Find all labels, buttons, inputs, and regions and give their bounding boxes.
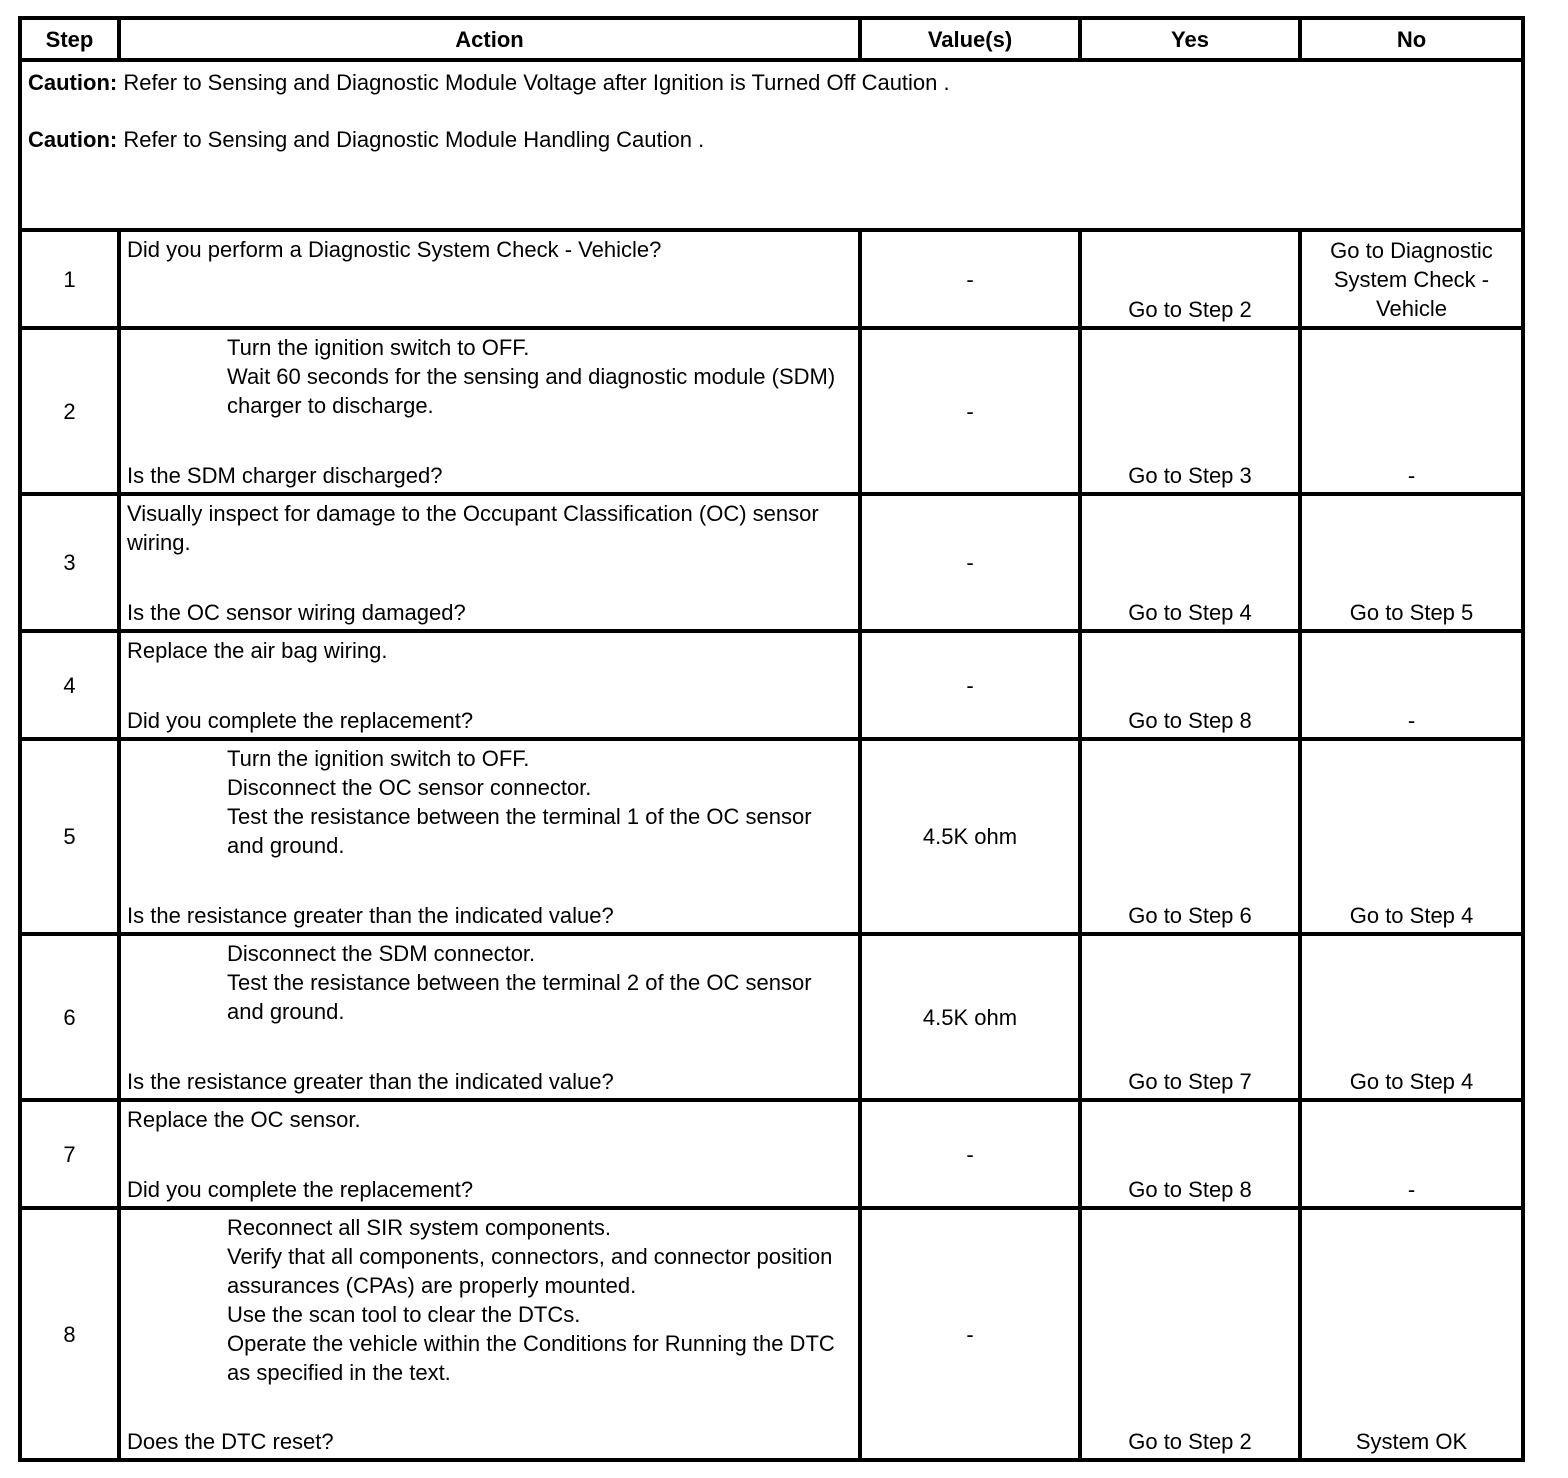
step-row-8 [20,1208,1523,1460]
instruction-line: Operate the vehicle within the Conditions for Running the DTC as specified in the text. [227,1331,835,1385]
step-row-6 [20,934,1523,1100]
step-row-5 [20,739,1523,934]
step-yes: Go to Step 2 [1080,230,1300,328]
step-action [119,494,860,631]
header-no: No [1300,18,1523,60]
header-values: Value(s) [860,18,1080,60]
instruction-line: Disconnect the OC sensor connector. [227,775,592,800]
action-intro: Replace the OC sensor. [127,1107,361,1132]
step-row-3 [20,494,1523,631]
step-value: - [860,631,1080,739]
caution-1-text: Refer to Sensing and Diagnostic Module Voltage after Ignition is Turned Off Caution . [117,70,950,95]
action-top [127,636,852,665]
step-action [119,631,860,739]
caution-1-label: Caution: [28,70,118,95]
header-yes: Yes [1080,18,1300,60]
caution-2-label: Caution: [28,127,118,152]
step-value: - [860,328,1080,494]
action-content [127,235,852,324]
step-yes: Go to Step 6 [1080,739,1300,934]
action-intro: Replace the air bag wiring. [127,638,388,663]
action-intro: Did you perform a Diagnostic System Check - Vehicle? [127,237,662,262]
step-number: 8 [20,1208,119,1460]
action-content [127,1105,852,1204]
step-no: - [1300,631,1523,739]
step-yes: Go to Step 2 [1080,1208,1300,1460]
step-yes: Go to Step 8 [1080,1100,1300,1208]
action-top [127,1213,852,1387]
step-action [119,230,860,328]
step-value: 4.5K ohm [860,739,1080,934]
instruction-line: Verify that all components, connectors, and connector position assurances (CPAs) are properly mounted. [227,1244,833,1298]
step-value: - [860,230,1080,328]
diagnostic-table [18,16,1525,1462]
step-no: Go to Step 4 [1300,739,1523,934]
instruction-line: Turn the ignition switch to OFF. [227,335,530,360]
step-no: - [1300,1100,1523,1208]
step-no: Go to Step 4 [1300,934,1523,1100]
action-content [127,333,852,490]
step-yes: Go to Step 8 [1080,631,1300,739]
action-intro: Visually inspect for damage to the Occupant Classification (OC) sensor wiring. [127,501,819,555]
step-action [119,739,860,934]
action-top [127,939,852,1026]
step-number: 7 [20,1100,119,1208]
action-content [127,939,852,1096]
step-yes: Go to Step 7 [1080,934,1300,1100]
step-value: - [860,1100,1080,1208]
action-content [127,744,852,930]
step-row-2 [20,328,1523,494]
instruction-line: Test the resistance between the terminal 1 of the OC sensor and ground. [227,804,812,858]
instruction-line: Wait 60 seconds for the sensing and diagnostic module (SDM) charger to discharge. [227,364,836,418]
action-top [127,744,852,860]
action-top [127,333,852,420]
step-value: - [860,1208,1080,1460]
step-value: 4.5K ohm [860,934,1080,1100]
action-top [127,499,852,557]
step-number: 5 [20,739,119,934]
action-content [127,1213,852,1456]
step-yes: Go to Step 4 [1080,494,1300,631]
action-top [127,1105,852,1134]
step-row-4 [20,631,1523,739]
instruction-line: Disconnect the SDM connector. [227,941,536,966]
action-instructions [127,939,852,1026]
action-question: Does the DTC reset? [127,1429,334,1454]
action-question: Is the resistance greater than the indicated value? [127,1069,614,1094]
step-number: 3 [20,494,119,631]
step-number: 6 [20,934,119,1100]
action-instructions [127,1213,852,1387]
instruction-line: Reconnect all SIR system components. [227,1215,611,1240]
step-action [119,328,860,494]
action-question: Did you complete the replacement? [127,708,474,733]
instruction-line: Use the scan tool to clear the DTCs. [227,1302,581,1327]
step-value: - [860,494,1080,631]
instruction-line: Turn the ignition switch to OFF. [227,746,530,771]
action-content [127,499,852,627]
step-no: - [1300,328,1523,494]
diagnostic-table-sheet [18,16,1521,1462]
header-action: Action [119,18,860,60]
step-number: 2 [20,328,119,494]
header-row [20,18,1523,60]
caution-cell [20,60,1523,230]
step-action [119,1208,860,1460]
step-row-1 [20,230,1523,328]
caution-row [20,60,1523,230]
action-top [127,235,852,264]
header-step: Step [20,18,119,60]
step-no: Go to Step 5 [1300,494,1523,631]
caution-2-text: Refer to Sensing and Diagnostic Module Handling Caution . [117,127,705,152]
step-no: System OK [1300,1208,1523,1460]
step-number: 1 [20,230,119,328]
caution-1 [28,68,1515,97]
action-question: Did you complete the replacement? [127,1177,474,1202]
action-question: Is the resistance greater than the indicated value? [127,903,614,928]
step-number: 4 [20,631,119,739]
action-instructions [127,744,852,860]
step-yes: Go to Step 3 [1080,328,1300,494]
action-instructions [127,333,852,420]
caution-2 [28,125,1515,154]
step-no: Go to Diagnostic System Check - Vehicle [1300,230,1523,328]
action-question: Is the SDM charger discharged? [127,463,443,488]
step-action [119,1100,860,1208]
step-row-7 [20,1100,1523,1208]
action-content [127,636,852,735]
step-action [119,934,860,1100]
action-question: Is the OC sensor wiring damaged? [127,600,466,625]
instruction-line: Test the resistance between the terminal 2 of the OC sensor and ground. [227,970,812,1024]
